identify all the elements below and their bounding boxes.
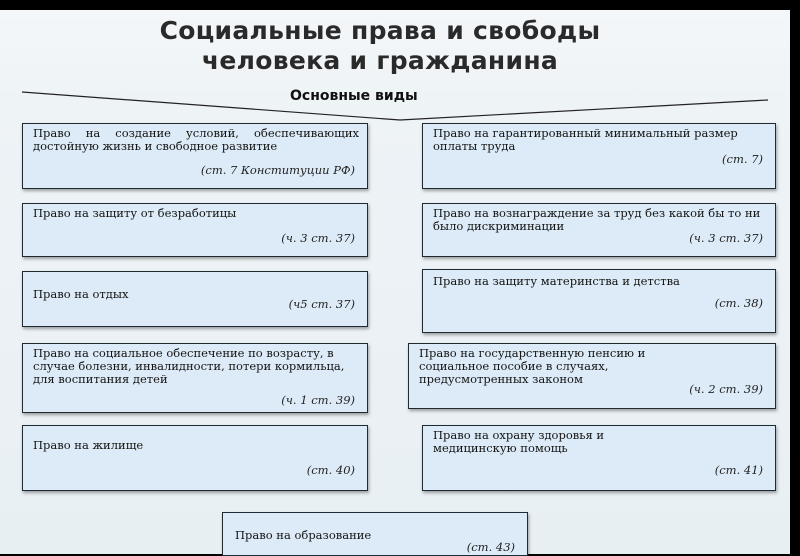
article-ref: (ч5 ст. 37): [288, 297, 355, 311]
article-ref: (ст. 7 Конституции РФ): [200, 163, 355, 177]
right-box: [22, 425, 368, 491]
right-text: Право на вознаграждение за труд без какой бы то ни было дискриминации: [433, 206, 761, 233]
right-text: Право на защиту материнства и детства: [433, 274, 680, 288]
article-ref: (ч. 3 ст. 37): [689, 231, 763, 245]
article-ref: (ст. 40): [306, 463, 355, 477]
right-box: [222, 512, 528, 556]
right-box: [408, 343, 776, 409]
right-text: Право на государственную пенсию и социальное пособие в случаях, предусмотренных законом: [419, 346, 646, 386]
right-box: [422, 123, 776, 189]
article-ref: (ч. 3 ст. 37): [281, 231, 355, 245]
article-ref: (ч. 2 ст. 39): [689, 382, 763, 396]
right-box: [422, 203, 776, 257]
right-text: Право на образование: [235, 528, 372, 542]
right-box: [22, 271, 368, 327]
right-box: [22, 203, 368, 257]
connector-right: [400, 100, 768, 120]
subtitle: Основные виды: [290, 88, 418, 104]
article-ref: (ст. 41): [714, 463, 763, 477]
article-ref: (ст. 38): [714, 296, 763, 310]
right-box: [422, 425, 776, 491]
article-ref: (ст. 7): [722, 152, 763, 166]
connector-lines: [0, 0, 790, 130]
right-box: [422, 269, 776, 333]
right-text: Право на защиту от безработицы: [33, 206, 237, 220]
right-box: [22, 343, 368, 413]
article-ref: (ст. 43): [466, 540, 515, 554]
right-box: [22, 123, 368, 189]
right-text: Право на социальное обеспечение по возрасту, в случае болезни, инвалидности, потери кормильца, для воспитания детей: [33, 346, 345, 386]
right-text: Право на гарантированный минимальный размер оплаты труда: [433, 126, 738, 153]
right-text: Право на жилище: [33, 438, 144, 452]
right-text: Право на создание условий, обеспечивающих достойную жизнь и свободное развитие: [33, 126, 359, 153]
article-ref: (ч. 1 ст. 39): [281, 393, 355, 407]
right-border: [790, 0, 800, 554]
title-line-1: Социальные права и свободы: [159, 16, 601, 45]
right-text: Право на отдых: [33, 287, 129, 301]
title-line-2: человека и гражданина: [201, 46, 559, 75]
right-text: Право на охрану здоровья и медицинскую помощь: [433, 428, 605, 455]
